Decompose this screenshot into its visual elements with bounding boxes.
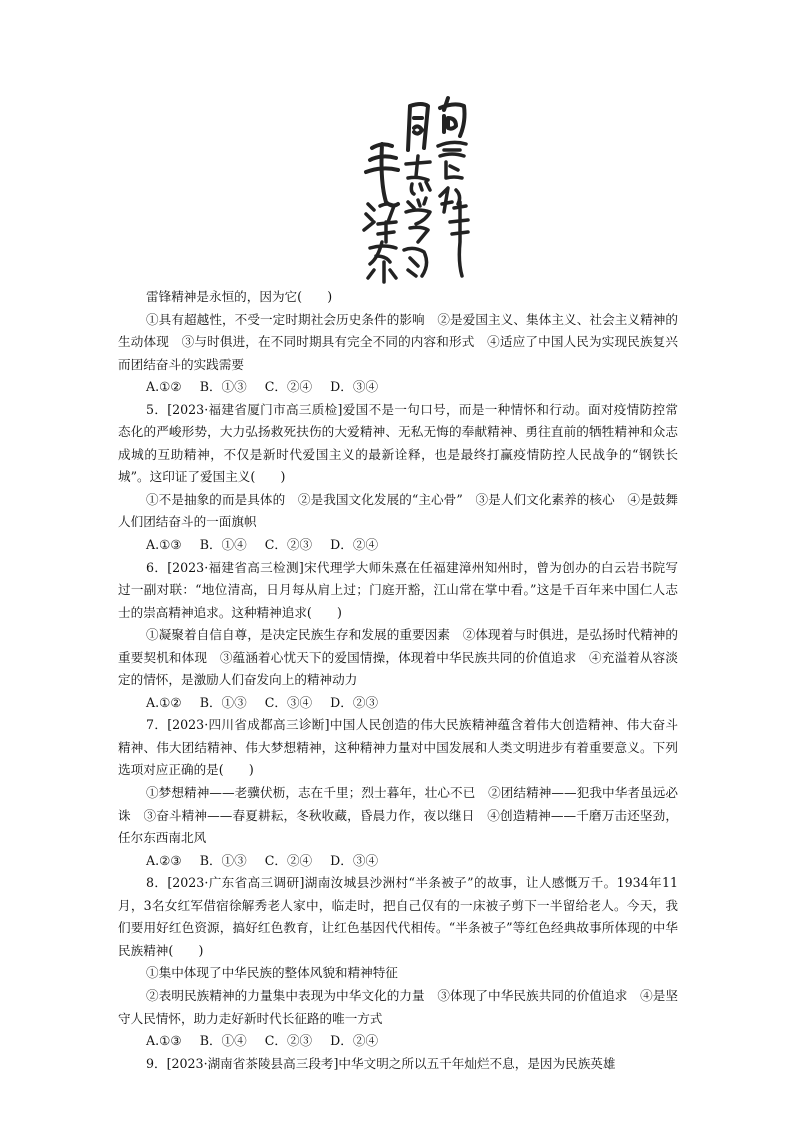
option-a: A.①③ <box>146 537 182 553</box>
option-b: B．①④ <box>199 537 247 553</box>
option-a: A.②③ <box>146 852 182 868</box>
question-8-stem: 8．[2023·广东省高三调研]湖南汝城县沙洲村“半条被子”的故事，让人感慨万千。1934年11月，3名女红军借宿徐解秀老人家中，临走时，把自己仅有的一床被子剪下一半留给老人。今天，我们要用好红色资源，搞好红色教育，让红色基因代代相传。“半条被子”等红色经典故事所体现的中华民族精神( ) <box>118 875 678 958</box>
intro-stem: 雷锋精神是永恒的，因为它( ) <box>146 289 333 304</box>
intro-options <box>118 376 678 399</box>
question-number: 7． <box>146 717 168 733</box>
option-a: A.①② <box>146 694 182 710</box>
option-b: B．①③ <box>199 379 247 395</box>
option-b: B．①③ <box>199 694 247 710</box>
intro-statements: ①具有超越性，不受一定时期社会历史条件的影响 ②是爱国主义、集体主义、社会主义精神的生动体现 ③与时俱进，在不同时期具有完全不同的内容和形式 ④适应了中国人民为实现民族复兴而团结奋斗的实践需要 <box>118 311 678 372</box>
question-7-options <box>118 850 678 873</box>
question-number: 5． <box>146 401 168 417</box>
option-c: C．②④ <box>264 852 313 868</box>
question-8-statement-2: ②表明民族精神的力量集中表现为中华文化的力量 ③体现了中华民族共同的价值追求 ④是坚守人民情怀，助力走好新时代长征路的唯一方式 <box>118 987 678 1026</box>
question-9-stem: 9．[2023·湖南省茶陵县高三段考]中华文明之所以五千年灿烂不息，是因为民族英雄 <box>146 1055 616 1071</box>
calligraphy-image <box>352 92 472 284</box>
calligraphy-inscription <box>352 92 472 284</box>
question-content <box>118 286 678 1075</box>
question-5-options <box>118 534 678 557</box>
question-7-stem: 7．[2023·四川省成都高三诊断]中国人民创造的伟大民族精神蕴含着伟大创造精神、伟大奋斗精神、伟大团结精神、伟大梦想精神，这种精神力量对中国发展和人类文明进步有着重要意义。下列选项对应正确的是( ) <box>118 717 678 778</box>
question-8-options <box>118 1030 678 1053</box>
option-d: D．②③ <box>330 694 379 710</box>
question-number: 6． <box>146 559 168 575</box>
question-6-statements: ①凝聚着自信自尊，是决定民族生存和发展的重要因素 ②体现着与时俱进，是弘扬时代精神的重要契机和体现 ③蕴涵着心忧天下的爱国情操，体现着中华民族共同的价值追求 ④充溢着从容淡定的情怀，是激励人们奋发向上的精神动力 <box>118 627 678 688</box>
option-c: C．②③ <box>264 1033 313 1049</box>
option-a: A.①② <box>146 379 182 395</box>
option-d: D．②④ <box>330 537 379 553</box>
option-d: D．③④ <box>330 852 379 868</box>
option-b: B．①④ <box>199 1033 247 1049</box>
option-c: C．②③ <box>264 537 313 553</box>
option-c: C．②④ <box>264 379 313 395</box>
question-number: 9． <box>146 1055 167 1071</box>
option-c: C．③④ <box>264 694 313 710</box>
option-b: B．①③ <box>199 852 247 868</box>
question-6-options <box>118 692 678 715</box>
question-number: 8． <box>146 875 168 891</box>
question-5-stem: 5．[2023·福建省厦门市高三质检]爱国不是一句口号，而是一种情怀和行动。面对疫情防控常态化的严峻形势，大力弘扬救死扶伤的大爱精神、无私无悔的奉献精神、勇往直前的牺牲精神和众志成城的互助精神，不仅是新时代爱国主义的最新诠释，也是最终打赢疫情防控人民战争的“钢铁长城”。这印证了爱国主义( ) <box>118 401 678 485</box>
question-6-stem: 6．[2023·福建省高三检测]宋代理学大师朱熹在任福建漳州知州时，曾为创办的白云岩书院写过一副对联：“地位清高，日月每从肩上过；门庭开豁，江山常在掌中看。”这是千百年来中国仁人志士的崇高精神追求。这种精神追求( ) <box>118 559 678 620</box>
question-7-statements: ①梦想精神——老骥伏枥，志在千里；烈士暮年，壮心不已 ②团结精神——犯我中华者虽远必诛 ③奋斗精神——春夏耕耘，冬秋收藏，昏晨力作，夜以继日 ④创造精神——千磨万击还坚劲，任尔东西南北风 <box>118 785 678 846</box>
option-d: D．②④ <box>330 1033 379 1049</box>
option-a: A.①③ <box>146 1033 182 1049</box>
question-5-statements: ①不是抽象的而是具体的 ②是我国文化发展的“主心骨” ③是人们文化素养的核心 ④是鼓舞人们团结奋斗的一面旗帜 <box>118 491 678 530</box>
question-8-statement-1: ①集中体现了中华民族的整体风貌和精神特征 <box>146 965 398 981</box>
option-d: D．③④ <box>330 379 379 395</box>
